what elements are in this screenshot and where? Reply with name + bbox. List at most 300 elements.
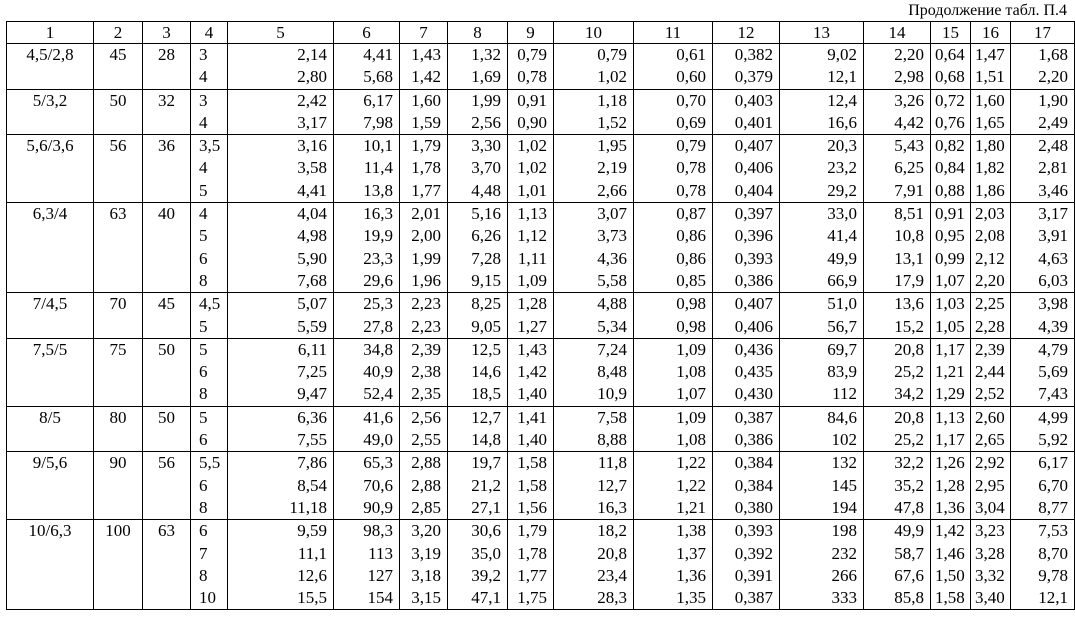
value-cell: 0,88 bbox=[931, 180, 971, 203]
group-cell-c3: 32 bbox=[143, 89, 191, 112]
table-row bbox=[7, 316, 1075, 339]
value-cell: 3,98 bbox=[1011, 293, 1075, 316]
value-cell: 4,98 bbox=[228, 225, 334, 247]
value-cell: 1,26 bbox=[931, 452, 971, 475]
value-cell: 1,60 bbox=[400, 89, 448, 112]
value-cell: 1,36 bbox=[931, 497, 971, 520]
group-cell-c1 bbox=[7, 361, 94, 383]
value-cell: 8,70 bbox=[1011, 543, 1075, 565]
value-cell: 1,35 bbox=[634, 587, 713, 610]
value-cell: 1,75 bbox=[508, 587, 554, 610]
value-cell: 47,8 bbox=[864, 497, 931, 520]
value-cell: 1,17 bbox=[931, 338, 971, 361]
value-cell: 1,90 bbox=[1011, 89, 1075, 112]
value-cell: 1,32 bbox=[448, 44, 508, 67]
column-header-3: 3 bbox=[143, 22, 191, 44]
column-header-8: 8 bbox=[448, 22, 508, 44]
value-cell: 49,0 bbox=[334, 429, 400, 452]
value-cell: 8 bbox=[191, 383, 228, 406]
value-cell: 3 bbox=[191, 89, 228, 112]
value-cell: 2,80 bbox=[228, 66, 334, 89]
value-cell: 3,40 bbox=[971, 587, 1011, 610]
value-cell: 2,52 bbox=[971, 383, 1011, 406]
value-cell: 1,47 bbox=[971, 44, 1011, 67]
table-row bbox=[7, 383, 1075, 406]
value-cell: 1,02 bbox=[554, 66, 634, 89]
value-cell: 8 bbox=[191, 497, 228, 520]
value-cell: 7,91 bbox=[864, 180, 931, 203]
value-cell: 0,78 bbox=[508, 66, 554, 89]
value-cell: 9,02 bbox=[780, 44, 864, 67]
value-cell: 2,92 bbox=[971, 452, 1011, 475]
value-cell: 1,22 bbox=[634, 452, 713, 475]
value-cell: 0,380 bbox=[713, 497, 780, 520]
value-cell: 7,53 bbox=[1011, 520, 1075, 543]
value-cell: 1,12 bbox=[508, 225, 554, 247]
value-cell: 0,404 bbox=[713, 180, 780, 203]
table-row bbox=[7, 270, 1075, 293]
value-cell: 0,87 bbox=[634, 203, 713, 226]
column-header-5: 5 bbox=[228, 22, 334, 44]
value-cell: 3,5 bbox=[191, 135, 228, 158]
group-cell-c2 bbox=[94, 361, 143, 383]
value-cell: 10,9 bbox=[554, 383, 634, 406]
value-cell: 6,03 bbox=[1011, 270, 1075, 293]
value-cell: 69,7 bbox=[780, 338, 864, 361]
column-header-2: 2 bbox=[94, 22, 143, 44]
value-cell: 1,42 bbox=[931, 520, 971, 543]
table-row bbox=[7, 475, 1075, 497]
group-cell-c3 bbox=[143, 112, 191, 135]
value-cell: 11,4 bbox=[334, 157, 400, 179]
value-cell: 2,88 bbox=[400, 452, 448, 475]
value-cell: 102 bbox=[780, 429, 864, 452]
group-cell-c2 bbox=[94, 112, 143, 135]
table-row bbox=[7, 406, 1075, 429]
value-cell: 3,30 bbox=[448, 135, 508, 158]
value-cell: 1,60 bbox=[971, 89, 1011, 112]
value-cell: 1,09 bbox=[634, 338, 713, 361]
value-cell: 5,43 bbox=[864, 135, 931, 158]
value-cell: 113 bbox=[334, 543, 400, 565]
value-cell: 5 bbox=[191, 225, 228, 247]
group-cell-c2 bbox=[94, 429, 143, 452]
value-cell: 1,77 bbox=[400, 180, 448, 203]
value-cell: 0,82 bbox=[931, 135, 971, 158]
value-cell: 1,59 bbox=[400, 112, 448, 135]
value-cell: 1,21 bbox=[931, 361, 971, 383]
table-row bbox=[7, 248, 1075, 270]
value-cell: 333 bbox=[780, 587, 864, 610]
value-cell: 27,1 bbox=[448, 497, 508, 520]
group-cell-c3 bbox=[143, 157, 191, 179]
value-cell: 3,91 bbox=[1011, 225, 1075, 247]
value-cell: 29,6 bbox=[334, 270, 400, 293]
group-cell-c2 bbox=[94, 497, 143, 520]
group-cell-c1 bbox=[7, 270, 94, 293]
value-cell: 12,1 bbox=[780, 66, 864, 89]
value-cell: 2,20 bbox=[971, 270, 1011, 293]
value-cell: 2,19 bbox=[554, 157, 634, 179]
value-cell: 6 bbox=[191, 429, 228, 452]
value-cell: 2,03 bbox=[971, 203, 1011, 226]
value-cell: 1,82 bbox=[971, 157, 1011, 179]
group-cell-c2 bbox=[94, 270, 143, 293]
value-cell: 2,39 bbox=[400, 338, 448, 361]
group-cell-c1 bbox=[7, 248, 94, 270]
value-cell: 0,430 bbox=[713, 383, 780, 406]
value-cell: 1,09 bbox=[508, 270, 554, 293]
group-cell-c2 bbox=[94, 316, 143, 339]
column-header-12: 12 bbox=[713, 22, 780, 44]
value-cell: 21,2 bbox=[448, 475, 508, 497]
group-cell-c1: 8/5 bbox=[7, 406, 94, 429]
value-cell: 1,01 bbox=[508, 180, 554, 203]
value-cell: 1,09 bbox=[634, 406, 713, 429]
value-cell: 13,1 bbox=[864, 248, 931, 270]
group-cell-c3 bbox=[143, 361, 191, 383]
group-cell-c2: 56 bbox=[94, 135, 143, 158]
value-cell: 3,32 bbox=[971, 565, 1011, 587]
value-cell: 2,20 bbox=[1011, 66, 1075, 89]
value-cell: 0,386 bbox=[713, 270, 780, 293]
value-cell: 1,21 bbox=[634, 497, 713, 520]
value-cell: 0,72 bbox=[931, 89, 971, 112]
value-cell: 0,91 bbox=[931, 203, 971, 226]
column-header-17: 17 bbox=[1011, 22, 1075, 44]
value-cell: 6,17 bbox=[1011, 452, 1075, 475]
value-cell: 1,79 bbox=[508, 520, 554, 543]
value-cell: 2,28 bbox=[971, 316, 1011, 339]
value-cell: 0,382 bbox=[713, 44, 780, 67]
group-cell-c1 bbox=[7, 475, 94, 497]
group-cell-c3: 50 bbox=[143, 406, 191, 429]
group-cell-c2 bbox=[94, 66, 143, 89]
value-cell: 13,8 bbox=[334, 180, 400, 203]
group-cell-c2 bbox=[94, 157, 143, 179]
table-row bbox=[7, 203, 1075, 226]
value-cell: 8,25 bbox=[448, 293, 508, 316]
group-cell-c3 bbox=[143, 565, 191, 587]
value-cell: 10,1 bbox=[334, 135, 400, 158]
value-cell: 0,407 bbox=[713, 293, 780, 316]
value-cell: 2,20 bbox=[864, 44, 931, 67]
value-cell: 1,42 bbox=[400, 66, 448, 89]
group-cell-c3 bbox=[143, 180, 191, 203]
value-cell: 4,79 bbox=[1011, 338, 1075, 361]
value-cell: 5,69 bbox=[1011, 361, 1075, 383]
value-cell: 2,66 bbox=[554, 180, 634, 203]
value-cell: 2,23 bbox=[400, 293, 448, 316]
value-cell: 12,1 bbox=[1011, 587, 1075, 610]
value-cell: 1,43 bbox=[508, 338, 554, 361]
value-cell: 2,35 bbox=[400, 383, 448, 406]
value-cell: 7,24 bbox=[554, 338, 634, 361]
value-cell: 11,8 bbox=[554, 452, 634, 475]
value-cell: 41,4 bbox=[780, 225, 864, 247]
value-cell: 52,4 bbox=[334, 383, 400, 406]
value-cell: 5 bbox=[191, 338, 228, 361]
value-cell: 51,0 bbox=[780, 293, 864, 316]
value-cell: 40,9 bbox=[334, 361, 400, 383]
column-header-13: 13 bbox=[780, 22, 864, 44]
value-cell: 4,63 bbox=[1011, 248, 1075, 270]
value-cell: 15,2 bbox=[864, 316, 931, 339]
value-cell: 0,79 bbox=[634, 135, 713, 158]
column-header-10: 10 bbox=[554, 22, 634, 44]
table-row bbox=[7, 180, 1075, 203]
value-cell: 3,15 bbox=[400, 587, 448, 610]
value-cell: 7,58 bbox=[554, 406, 634, 429]
value-cell: 1,43 bbox=[400, 44, 448, 67]
value-cell: 1,58 bbox=[508, 475, 554, 497]
value-cell: 232 bbox=[780, 543, 864, 565]
table-row bbox=[7, 225, 1075, 247]
value-cell: 8 bbox=[191, 270, 228, 293]
value-cell: 1,79 bbox=[400, 135, 448, 158]
value-cell: 16,6 bbox=[780, 112, 864, 135]
value-cell: 83,9 bbox=[780, 361, 864, 383]
value-cell: 1,08 bbox=[634, 429, 713, 452]
value-cell: 0,86 bbox=[634, 225, 713, 247]
value-cell: 18,2 bbox=[554, 520, 634, 543]
value-cell: 9,59 bbox=[228, 520, 334, 543]
value-cell: 1,28 bbox=[508, 293, 554, 316]
value-cell: 0,84 bbox=[931, 157, 971, 179]
value-cell: 0,403 bbox=[713, 89, 780, 112]
table-caption: Продолжение табл. П.4 bbox=[908, 2, 1067, 19]
value-cell: 3,16 bbox=[228, 135, 334, 158]
group-cell-c2 bbox=[94, 180, 143, 203]
value-cell: 19,7 bbox=[448, 452, 508, 475]
value-cell: 1,17 bbox=[931, 429, 971, 452]
group-cell-c1 bbox=[7, 180, 94, 203]
group-cell-c3 bbox=[143, 66, 191, 89]
value-cell: 1,86 bbox=[971, 180, 1011, 203]
value-cell: 4 bbox=[191, 66, 228, 89]
value-cell: 85,8 bbox=[864, 587, 931, 610]
value-cell: 2,55 bbox=[400, 429, 448, 452]
value-cell: 0,78 bbox=[634, 157, 713, 179]
value-cell: 0,392 bbox=[713, 543, 780, 565]
value-cell: 1,99 bbox=[448, 89, 508, 112]
value-cell: 5,5 bbox=[191, 452, 228, 475]
group-cell-c1: 6,3/4 bbox=[7, 203, 94, 226]
value-cell: 0,79 bbox=[508, 44, 554, 67]
value-cell: 3,18 bbox=[400, 565, 448, 587]
value-cell: 9,05 bbox=[448, 316, 508, 339]
value-cell: 0,60 bbox=[634, 66, 713, 89]
value-cell: 1,65 bbox=[971, 112, 1011, 135]
value-cell: 12,7 bbox=[554, 475, 634, 497]
group-cell-c3 bbox=[143, 429, 191, 452]
group-cell-c3 bbox=[143, 475, 191, 497]
value-cell: 1,13 bbox=[508, 203, 554, 226]
value-cell: 4,88 bbox=[554, 293, 634, 316]
value-cell: 6,70 bbox=[1011, 475, 1075, 497]
value-cell: 0,436 bbox=[713, 338, 780, 361]
value-cell: 9,47 bbox=[228, 383, 334, 406]
value-cell: 67,6 bbox=[864, 565, 931, 587]
value-cell: 1,38 bbox=[634, 520, 713, 543]
value-cell: 0,86 bbox=[634, 248, 713, 270]
value-cell: 0,401 bbox=[713, 112, 780, 135]
value-cell: 0,379 bbox=[713, 66, 780, 89]
value-cell: 1,50 bbox=[931, 565, 971, 587]
table-row bbox=[7, 361, 1075, 383]
group-cell-c1 bbox=[7, 66, 94, 89]
value-cell: 15,5 bbox=[228, 587, 334, 610]
value-cell: 1,40 bbox=[508, 383, 554, 406]
value-cell: 2,49 bbox=[1011, 112, 1075, 135]
value-cell: 0,393 bbox=[713, 520, 780, 543]
value-cell: 2,01 bbox=[400, 203, 448, 226]
value-cell: 29,2 bbox=[780, 180, 864, 203]
value-cell: 20,8 bbox=[864, 406, 931, 429]
value-cell: 4,41 bbox=[228, 180, 334, 203]
value-cell: 3,04 bbox=[971, 497, 1011, 520]
value-cell: 1,18 bbox=[554, 89, 634, 112]
value-cell: 1,78 bbox=[508, 543, 554, 565]
value-cell: 2,81 bbox=[1011, 157, 1075, 179]
value-cell: 1,07 bbox=[931, 270, 971, 293]
value-cell: 39,2 bbox=[448, 565, 508, 587]
value-cell: 0,78 bbox=[634, 180, 713, 203]
value-cell: 4,42 bbox=[864, 112, 931, 135]
group-cell-c3 bbox=[143, 248, 191, 270]
value-cell: 1,95 bbox=[554, 135, 634, 158]
group-cell-c1: 4,5/2,8 bbox=[7, 44, 94, 67]
value-cell: 1,58 bbox=[508, 452, 554, 475]
table-row bbox=[7, 452, 1075, 475]
value-cell: 0,98 bbox=[634, 293, 713, 316]
value-cell: 6 bbox=[191, 520, 228, 543]
value-cell: 12,6 bbox=[228, 565, 334, 587]
value-cell: 2,48 bbox=[1011, 135, 1075, 158]
group-cell-c3 bbox=[143, 270, 191, 293]
value-cell: 12,7 bbox=[448, 406, 508, 429]
value-cell: 12,4 bbox=[780, 89, 864, 112]
column-header-4: 4 bbox=[191, 22, 228, 44]
table-row bbox=[7, 293, 1075, 316]
value-cell: 3,58 bbox=[228, 157, 334, 179]
group-cell-c3: 63 bbox=[143, 520, 191, 543]
value-cell: 90,9 bbox=[334, 497, 400, 520]
value-cell: 5,90 bbox=[228, 248, 334, 270]
value-cell: 5,68 bbox=[334, 66, 400, 89]
group-cell-c1: 10/6,3 bbox=[7, 520, 94, 543]
group-cell-c3 bbox=[143, 543, 191, 565]
value-cell: 9,15 bbox=[448, 270, 508, 293]
value-cell: 6,26 bbox=[448, 225, 508, 247]
group-cell-c2 bbox=[94, 565, 143, 587]
value-cell: 8,51 bbox=[864, 203, 931, 226]
group-cell-c3: 36 bbox=[143, 135, 191, 158]
table-row bbox=[7, 429, 1075, 452]
value-cell: 1,02 bbox=[508, 157, 554, 179]
value-cell: 5,07 bbox=[228, 293, 334, 316]
value-cell: 3,70 bbox=[448, 157, 508, 179]
value-cell: 66,9 bbox=[780, 270, 864, 293]
value-cell: 4 bbox=[191, 112, 228, 135]
group-cell-c2 bbox=[94, 248, 143, 270]
value-cell: 35,0 bbox=[448, 543, 508, 565]
value-cell: 1,96 bbox=[400, 270, 448, 293]
table-row bbox=[7, 543, 1075, 565]
value-cell: 7,43 bbox=[1011, 383, 1075, 406]
value-cell: 1,08 bbox=[634, 361, 713, 383]
table-row bbox=[7, 338, 1075, 361]
group-cell-c2: 90 bbox=[94, 452, 143, 475]
value-cell: 7,55 bbox=[228, 429, 334, 452]
value-cell: 16,3 bbox=[334, 203, 400, 226]
group-cell-c3 bbox=[143, 316, 191, 339]
value-cell: 28,3 bbox=[554, 587, 634, 610]
column-header-9: 9 bbox=[508, 22, 554, 44]
value-cell: 6,11 bbox=[228, 338, 334, 361]
column-header-1: 1 bbox=[7, 22, 94, 44]
value-cell: 6,17 bbox=[334, 89, 400, 112]
value-cell: 0,90 bbox=[508, 112, 554, 135]
value-cell: 23,2 bbox=[780, 157, 864, 179]
value-cell: 3,46 bbox=[1011, 180, 1075, 203]
value-cell: 16,3 bbox=[554, 497, 634, 520]
value-cell: 1,13 bbox=[931, 406, 971, 429]
value-cell: 4,48 bbox=[448, 180, 508, 203]
value-cell: 19,9 bbox=[334, 225, 400, 247]
value-cell: 2,08 bbox=[971, 225, 1011, 247]
value-cell: 2,12 bbox=[971, 248, 1011, 270]
value-cell: 198 bbox=[780, 520, 864, 543]
value-cell: 5,92 bbox=[1011, 429, 1075, 452]
value-cell: 1,42 bbox=[508, 361, 554, 383]
group-cell-c3 bbox=[143, 225, 191, 247]
value-cell: 6 bbox=[191, 361, 228, 383]
group-cell-c2 bbox=[94, 225, 143, 247]
value-cell: 58,7 bbox=[864, 543, 931, 565]
value-cell: 3,20 bbox=[400, 520, 448, 543]
group-cell-c3 bbox=[143, 383, 191, 406]
value-cell: 3,17 bbox=[228, 112, 334, 135]
value-cell: 1,29 bbox=[931, 383, 971, 406]
value-cell: 2,56 bbox=[448, 112, 508, 135]
group-cell-c1 bbox=[7, 497, 94, 520]
group-cell-c3: 28 bbox=[143, 44, 191, 67]
value-cell: 1,40 bbox=[508, 429, 554, 452]
value-cell: 25,2 bbox=[864, 429, 931, 452]
value-cell: 1,69 bbox=[448, 66, 508, 89]
value-cell: 33,0 bbox=[780, 203, 864, 226]
value-cell: 11,1 bbox=[228, 543, 334, 565]
value-cell: 1,58 bbox=[931, 587, 971, 610]
value-cell: 1,28 bbox=[931, 475, 971, 497]
value-cell: 132 bbox=[780, 452, 864, 475]
value-cell: 56,7 bbox=[780, 316, 864, 339]
group-cell-c2: 80 bbox=[94, 406, 143, 429]
value-cell: 4,5 bbox=[191, 293, 228, 316]
value-cell: 1,51 bbox=[971, 66, 1011, 89]
value-cell: 12,5 bbox=[448, 338, 508, 361]
value-cell: 3,26 bbox=[864, 89, 931, 112]
value-cell: 1,27 bbox=[508, 316, 554, 339]
value-cell: 8,77 bbox=[1011, 497, 1075, 520]
value-cell: 4,36 bbox=[554, 248, 634, 270]
value-cell: 3,23 bbox=[971, 520, 1011, 543]
value-cell: 0,70 bbox=[634, 89, 713, 112]
value-cell: 3,17 bbox=[1011, 203, 1075, 226]
value-cell: 0,98 bbox=[634, 316, 713, 339]
value-cell: 2,65 bbox=[971, 429, 1011, 452]
